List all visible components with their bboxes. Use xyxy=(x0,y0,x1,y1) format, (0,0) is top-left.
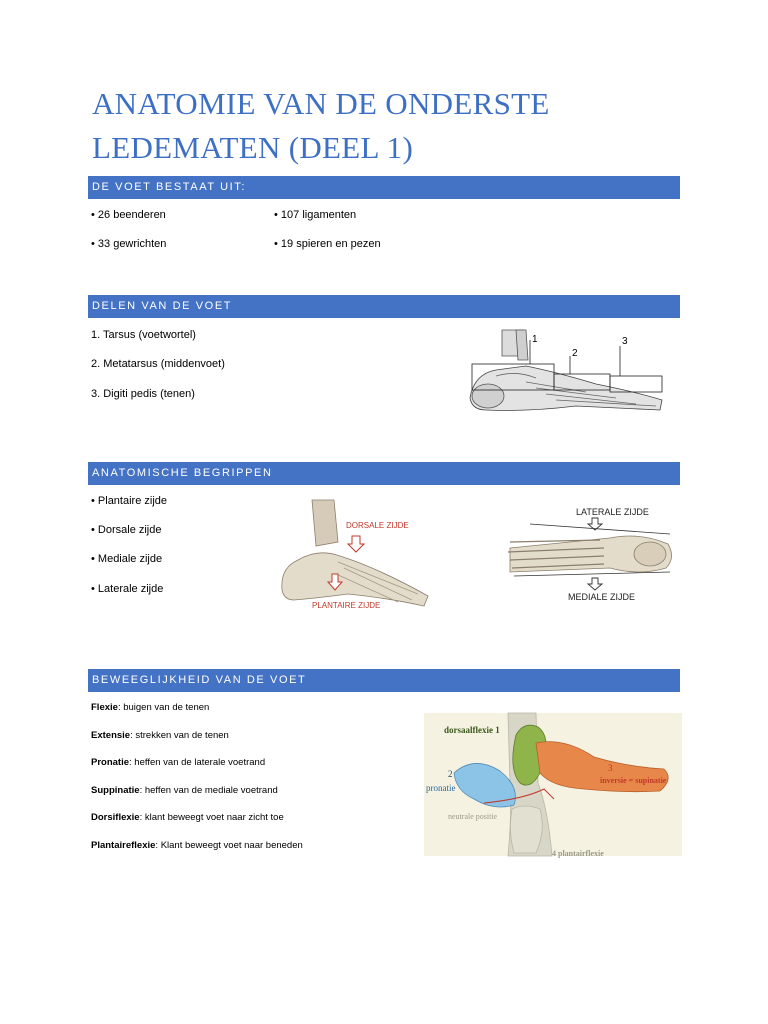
list-item xyxy=(91,701,209,715)
list-item: • Plantaire zijde xyxy=(91,495,168,507)
list-item: 3. Digiti pedis (tenen) xyxy=(91,388,195,400)
term-description: : buigen van de tenen xyxy=(117,702,210,713)
mediale-zijde-label: MEDIALE ZIJDE xyxy=(568,592,636,602)
plantairflexie-label: 4 plantairflexie xyxy=(552,849,604,858)
list-item xyxy=(91,784,278,798)
list-item: 1. Tarsus (voetwortel) xyxy=(91,329,196,341)
list-item: • 26 beenderen xyxy=(91,209,166,221)
list-item: • Mediale zijde xyxy=(91,553,163,565)
list-item: • Dorsale zijde xyxy=(91,524,162,536)
term-label: Pronatie xyxy=(91,757,130,768)
foot-movement-figure xyxy=(424,713,682,856)
term-description: : heffen van de mediale voetrand xyxy=(139,785,278,796)
foot-parts-figure xyxy=(466,326,666,418)
page-title xyxy=(92,82,692,170)
section-heading-begrippen: ANATOMISCHE BEGRIPPEN xyxy=(88,462,680,485)
section-heading-voet-bestaat: DE VOET BESTAAT UIT: xyxy=(88,176,680,199)
list-item xyxy=(91,811,284,825)
list-item xyxy=(91,756,265,770)
term-description: : strekken van de tenen xyxy=(130,730,229,741)
term-description: : Klant beweegt voet naar beneden xyxy=(155,840,303,851)
neutrale-positie-label: neutrale positie xyxy=(448,812,498,821)
number-2-label: 2 xyxy=(448,769,453,779)
foot-top-view-figure xyxy=(500,502,680,608)
dorsaalflexie-label: dorsaalflexie 1 xyxy=(444,725,500,735)
term-label: Extensie xyxy=(91,730,131,741)
term-description: : heffen van de laterale voetrand xyxy=(129,757,266,768)
figure-label-1: 1 xyxy=(532,334,538,345)
pronatie-label: pronatie xyxy=(426,783,456,793)
title-line-2: LEDEMATEN (DEEL 1) xyxy=(92,130,414,165)
section-heading-beweeglijkheid: BEWEEGLIJKHEID VAN DE VOET xyxy=(88,669,680,692)
figure-label-2: 2 xyxy=(572,348,578,359)
list-item: • Laterale zijde xyxy=(91,583,164,595)
list-item: • 33 gewrichten xyxy=(91,238,167,250)
list-item: • 19 spieren en pezen xyxy=(274,238,381,250)
term-label: Suppinatie xyxy=(91,785,140,796)
foot-side-view-figure xyxy=(278,498,436,614)
term-description: : klant beweegt voet naar zicht toe xyxy=(139,812,284,823)
section-heading-delen: DELEN VAN DE VOET xyxy=(88,295,680,318)
list-item xyxy=(91,729,229,743)
number-3-label: 3 xyxy=(608,763,613,773)
title-line-1: ANATOMIE VAN DE ONDERSTE xyxy=(92,86,550,121)
term-label: Plantaireflexie xyxy=(91,840,156,851)
term-label: Flexie xyxy=(91,702,118,713)
inversie-supinatie-label: inversie = supinatie xyxy=(600,776,667,785)
laterale-zijde-label: LATERALE ZIJDE xyxy=(576,507,649,517)
term-label: Dorsiflexie xyxy=(91,812,140,823)
plantaire-zijde-label: PLANTAIRE ZIJDE xyxy=(312,601,381,610)
dorsale-zijde-label: DORSALE ZIJDE xyxy=(346,521,409,530)
list-item: • 107 ligamenten xyxy=(274,209,357,221)
figure-label-3: 3 xyxy=(622,336,628,347)
list-item: 2. Metatarsus (middenvoet) xyxy=(91,358,225,370)
list-item xyxy=(91,839,303,853)
